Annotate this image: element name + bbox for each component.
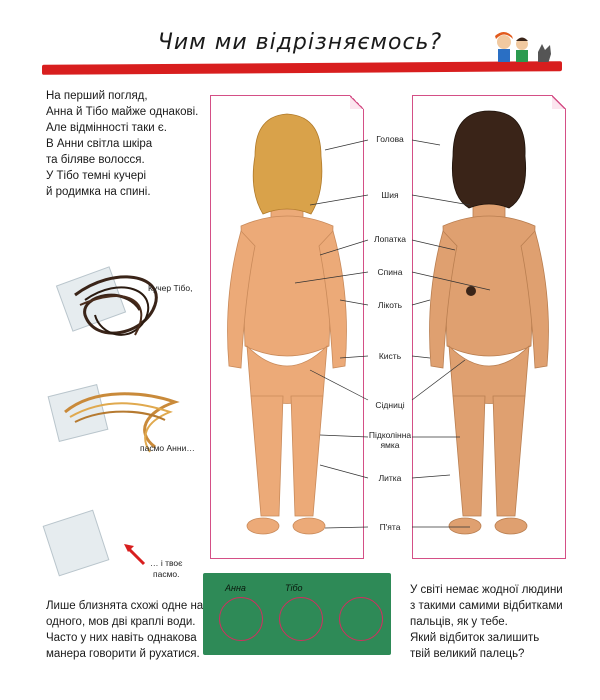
label-knee-pit: Підколінна ямка bbox=[368, 430, 412, 450]
anna-lock-caption: пасмо Анни… bbox=[140, 443, 195, 453]
fingerprint-label-anna: Анна bbox=[225, 583, 246, 593]
fingerprint-question-text: У світі немає жодної людини з такими самими відбитками пальців, як у тебе. Який відбиток залишить твій великий палець? bbox=[410, 584, 563, 660]
label-elbow: Лікоть bbox=[377, 300, 403, 310]
fingerprint-circle-tibo[interactable] bbox=[279, 597, 323, 641]
label-buttocks: Сідниці bbox=[375, 400, 405, 410]
fingerprint-box bbox=[203, 573, 391, 655]
twins-text: Лише близнята схожі одне на одного, мов дві краплі води. Часто у них навіть однакова манера говорити й рухатися. bbox=[46, 600, 204, 660]
your-lock-caption: … і твоє пасмо. bbox=[150, 558, 183, 579]
fingerprint-label-tibo: Тібо bbox=[285, 583, 303, 593]
fingerprint-circle-yours[interactable] bbox=[339, 597, 383, 641]
label-heel: П'ята bbox=[379, 522, 401, 532]
label-shoulder-blade: Лопатка bbox=[374, 234, 406, 244]
tibo-curl-caption: Кучер Тібо, bbox=[148, 283, 193, 293]
intro-text: На перший погляд, Анна й Тібо майже однакові. Але відмінності таки є. В Анни світла шкіра та біляве волосся. У Тібо темні кучері й родимка на спині. bbox=[46, 90, 199, 198]
label-calf: Литка bbox=[378, 473, 402, 483]
fingerprint-circle-anna[interactable] bbox=[219, 597, 263, 641]
label-head: Голова bbox=[376, 134, 404, 144]
label-hand: Кисть bbox=[378, 351, 402, 361]
label-back: Спина bbox=[377, 267, 403, 277]
page-title: Чим ми відрізняємось? bbox=[157, 30, 443, 55]
label-neck: Шия bbox=[381, 190, 399, 200]
